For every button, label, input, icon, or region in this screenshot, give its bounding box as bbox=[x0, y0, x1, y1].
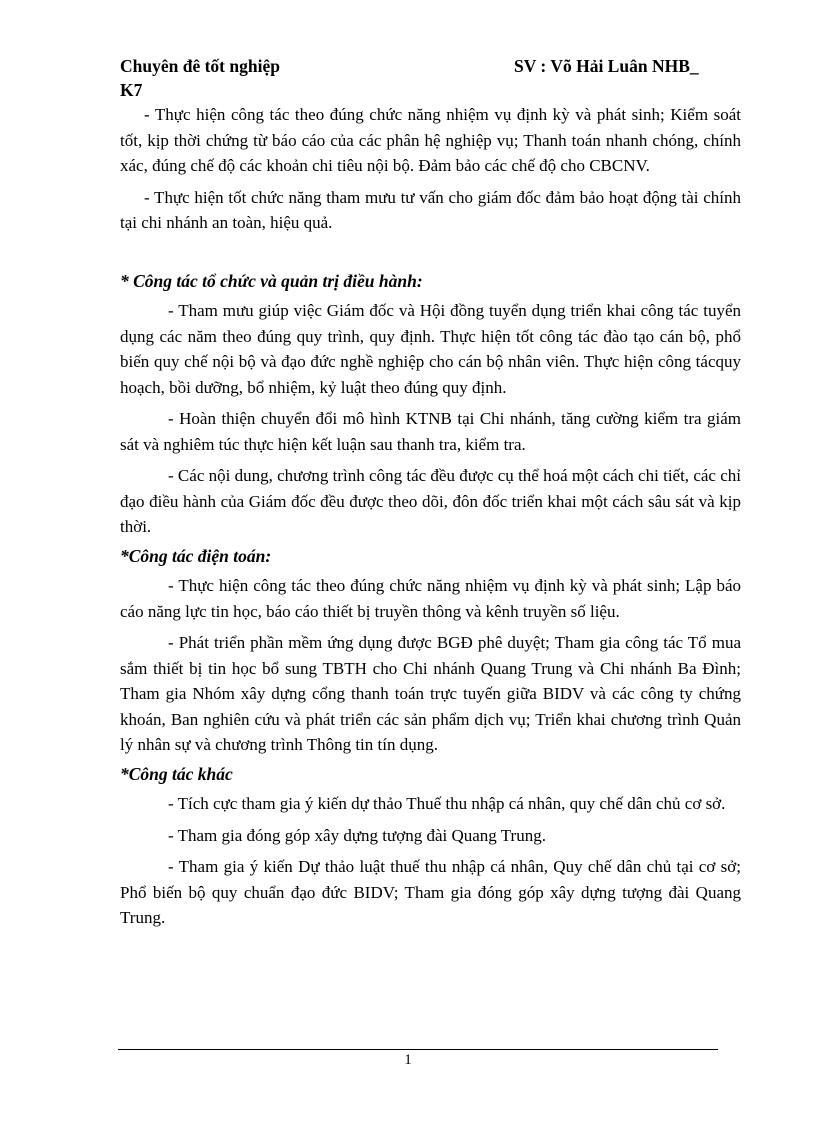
paragraph-ktnb: - Hoàn thiện chuyển đổi mô hình KTNB tại Chi nhánh, tăng cường kiểm tra giám sát và nghiêm túc thực hiện kết luận sau thanh tra, kiểm tra. bbox=[120, 409, 741, 454]
paragraph-tax-opinion: - Tích cực tham gia ý kiến dự thảo Thuế thu nhập cá nhân, quy chế dân chủ cơ sở. bbox=[168, 794, 726, 813]
section-heading-other: *Công tác khác bbox=[120, 763, 233, 784]
header-student: SV : Võ Hải Luân NHB_ bbox=[514, 56, 699, 76]
paragraph-recruitment: - Tham mưu giúp việc Giám đốc và Hội đồng tuyển dụng triển khai công tác tuyển dụng các năm theo đúng quy trình, quy định. Thực hiện tốt công tác đào tạo cán bộ, phổ biến quy chế nội bộ và đạo đức nghề nghiệp cho cán bộ nhân viên. Thực hiện công tácquy hoạch, bồi dưỡng, bổ nhiệm, kỷ luật theo đúng quy định. bbox=[120, 301, 741, 397]
paragraph-monument: - Tham gia đóng góp xây dựng tượng đài Quang Trung. bbox=[168, 825, 546, 845]
paragraph-ethics: - Tham gia ý kiến Dự thảo luật thuế thu nhập cá nhân, Quy chế dân chủ tại cơ sở; Phổ biến bộ quy chuẩn đạo đức BIDV; Tham gia đóng góp xây dựng tượng đài Quang Trung. bbox=[120, 857, 741, 927]
paragraph-software: - Phát triển phần mềm ứng dụng được BGĐ phê duyệt; Tham gia công tác Tổ mua sắm thiết bị tin học bổ sung TBTH cho Chi nhánh Quang Trung và Chi nhánh Ba Đình; Tham gia Nhóm xây dựng cổng thanh toán trực tuyến giữa BIDV và các công ty chứng khoán, Ban nghiên cứu và phát triển các sản phẩm dịch vụ; Triển khai chương trình Quản lý nhân sự và chương trình Thông tin tín dụng. bbox=[120, 633, 741, 754]
paragraph-it-duties: - Thực hiện công tác theo đúng chức năng nhiệm vụ định kỳ và phát sinh; Lập báo cáo năng lực tin học, báo cáo thiết bị truyền thông và kênh truyền số liệu. bbox=[120, 576, 741, 621]
footer-divider bbox=[118, 1049, 718, 1050]
section-heading-organization: * Công tác tổ chức và quản trị điều hành: bbox=[120, 270, 423, 291]
page-number: 1 bbox=[404, 1052, 412, 1068]
header-title: Chuyên đê tốt nghiệp bbox=[120, 56, 280, 76]
paragraph-programs: - Các nội dung, chương trình công tác đều được cụ thể hoá một cách chi tiết, các chỉ đạo điều hành của Giám đốc đều được theo dõi, đôn đốc triển khai một cách sâu sát và kịp thời. bbox=[120, 466, 741, 536]
paragraph-finance-duties: - Thực hiện công tác theo đúng chức năng nhiệm vụ định kỳ và phát sinh; Kiểm soát tốt, kịp thời chứng từ báo cáo của các phân hệ nghiệp vụ; Thanh toán nhanh chóng, chính xác, đúng chế độ các khoản chi tiêu nội bộ. Đảm bảo các chế độ cho CBCNV. bbox=[120, 105, 741, 175]
document-body bbox=[120, 102, 741, 931]
section-heading-it: *Công tác điện toán: bbox=[120, 545, 272, 566]
paragraph-finance-advice: - Thực hiện tốt chức năng tham mưu tư vấn cho giám đốc đảm bảo hoạt động tài chính tại chi nhánh an toàn, hiệu quả. bbox=[120, 187, 741, 232]
header-class: K7 bbox=[120, 80, 143, 100]
